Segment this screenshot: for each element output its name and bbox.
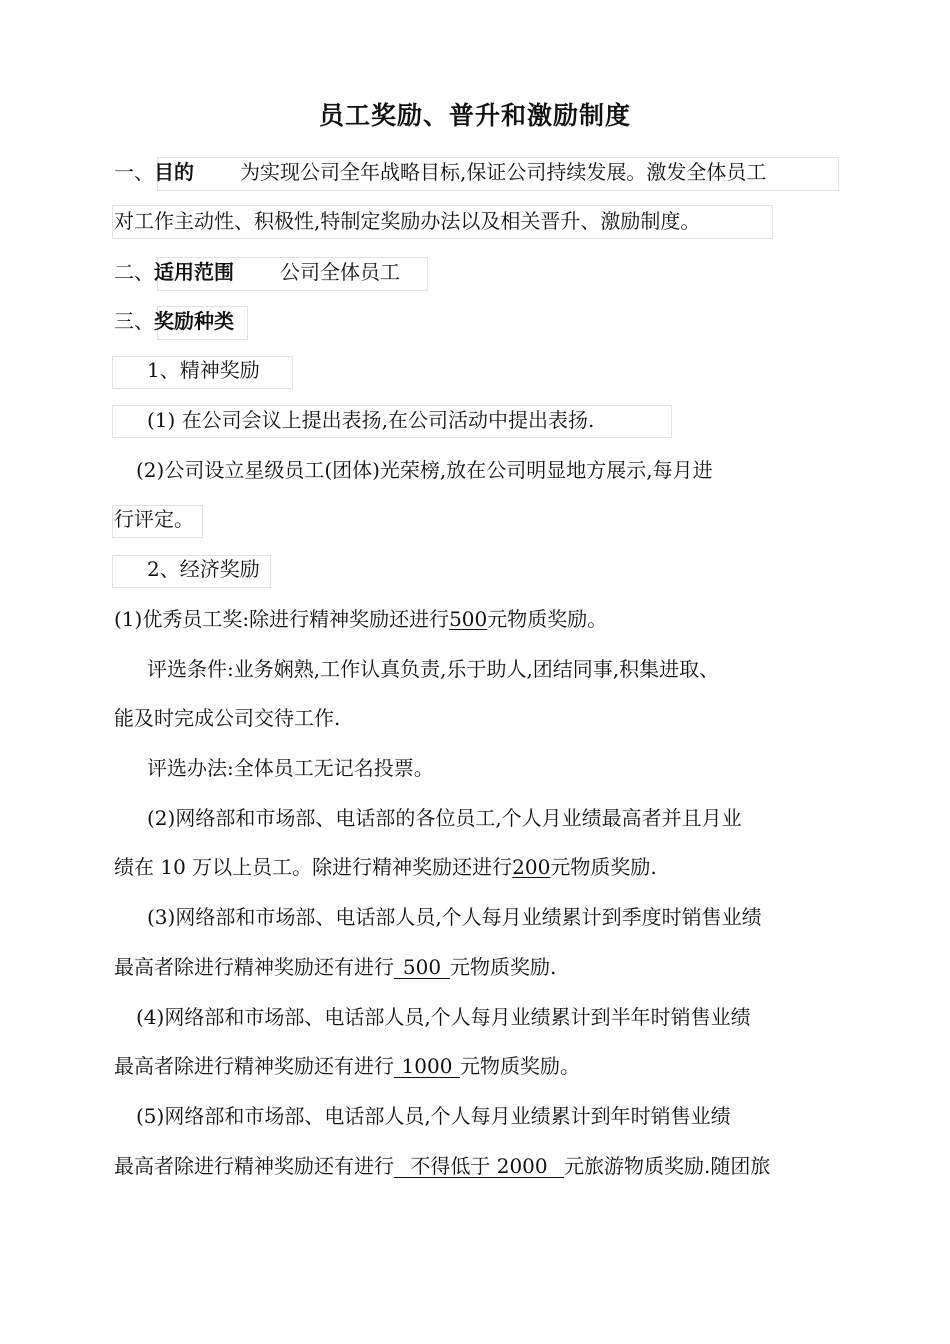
economic-item-2-line1: (2)网络部和市场部、电话部的各位员工,个人月业绩最高者并且月业 (147, 806, 742, 830)
economic-item-5-line2 (114, 1153, 770, 1179)
section-number: 二、 (114, 260, 154, 284)
economic-item-4-line2 (114, 1053, 580, 1079)
section-types (114, 308, 234, 334)
economic-item-1-text: (1)优秀员工奖:除进行精神奖励还进行 (114, 607, 450, 631)
section-purpose-line1 (114, 159, 766, 185)
amount-text: 500 (402, 955, 442, 979)
spiritual-item-2-line1: (2)公司设立星级员工(团体)光荣榜,放在公司明显地方展示,每月进 (136, 458, 713, 482)
economic-item-2-text: 绩在 10 万以上员工。除进行精神奖励还进行 (114, 855, 513, 879)
criteria-line1: 评选条件:业务娴熟,工作认真负责,乐于助人,团结同事,积集进取、 (147, 657, 720, 681)
economic-item-1-suffix: 元物质奖励。 (487, 607, 608, 631)
spiritual-item-2-line2: 行评定。 (114, 507, 194, 531)
economic-item-3-text: 最高者除进行精神奖励还有进行 (114, 955, 394, 979)
purpose-text: 为实现公司全年战略目标,保证公司持续发展。激发全体员工 (240, 160, 767, 184)
amount-text: 不得低于 2000 (410, 1154, 548, 1178)
amount-value (394, 1055, 460, 1078)
amount-text: 1000 (401, 1054, 453, 1078)
economic-item-3-line1: (3)网络部和市场部、电话部人员,个人每月业绩累计到季度时销售业绩 (147, 905, 762, 929)
spiritual-item-1: (1) 在公司会议上提出表扬,在公司活动中提出表扬. (147, 408, 595, 432)
economic-item-3-suffix: 元物质奖励. (450, 955, 557, 979)
amount-value (394, 956, 450, 979)
section-scope (114, 259, 400, 285)
section-number: 三、 (114, 309, 154, 333)
spiritual-reward-heading: 1、精神奖励 (147, 358, 260, 382)
economic-item-4-line1: (4)网络部和市场部、电话部人员,个人每月业绩累计到半年时销售业绩 (136, 1005, 751, 1029)
amount-value: 500 (449, 607, 488, 631)
economic-item-5-text: 最高者除进行精神奖励还有进行 (114, 1154, 394, 1178)
economic-reward-heading: 2、经济奖励 (147, 557, 260, 581)
amount-value (394, 1155, 564, 1178)
economic-item-1 (114, 606, 607, 632)
economic-item-4-suffix: 元物质奖励。 (460, 1054, 580, 1078)
economic-item-4-text: 最高者除进行精神奖励还有进行 (114, 1054, 394, 1078)
economic-item-2-suffix: 元物质奖励. (550, 855, 657, 879)
scope-text: 公司全体员工 (280, 260, 400, 284)
economic-item-2-line2 (114, 854, 657, 880)
amount-value: 200 (512, 855, 551, 879)
economic-item-3-line2 (114, 954, 556, 980)
selection-method: 评选办法:全体员工无记名投票。 (147, 756, 434, 780)
section-heading-types: 奖励种类 (154, 309, 234, 333)
economic-item-5-suffix: 元旅游物质奖励.随团旅 (564, 1154, 771, 1178)
document-title: 员工奖励、普升和激励制度 (318, 101, 631, 130)
section-heading-scope: 适用范围 (154, 260, 234, 284)
section-number: 一、 (114, 160, 154, 184)
economic-item-5-line1: (5)网络部和市场部、电话部人员,个人每月业绩累计到年时销售业绩 (136, 1104, 731, 1128)
section-heading-purpose: 目的 (154, 160, 194, 184)
criteria-line2: 能及时完成公司交待工作. (114, 706, 341, 730)
section-purpose-line2: 对工作主动性、积极性,特制定奖励办法以及相关晋升、激励制度。 (114, 209, 701, 233)
